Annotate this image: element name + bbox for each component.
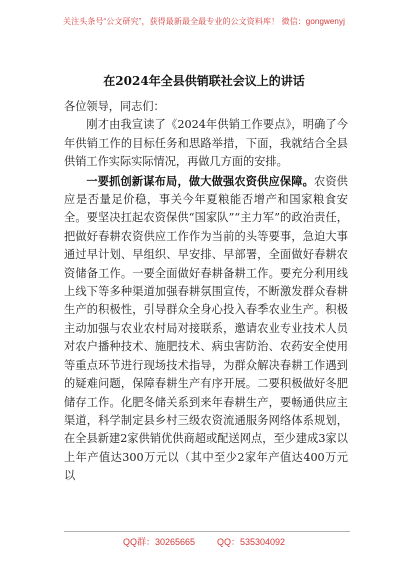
- document-body: [64, 98, 348, 486]
- footer-divider: [64, 531, 350, 532]
- promo-banner: 关注头条号“公文研究”，获得最新最全最专业的公文资料库！ 微信：gongwenyj: [63, 17, 345, 26]
- qq-contact: QQ：535304092: [216, 537, 286, 547]
- footer: [0, 535, 408, 548]
- intro-paragraph: 刚才由我宣读了《2024年供销工作要点》，明确了今年供销工作的目标任务和思路举措，下面，我就结合全县供销工作实际实际情况，再做几方面的安排。: [64, 118, 348, 169]
- section-heading: 一要抓创新谋布局，做大做强农资供应保障。: [86, 173, 315, 188]
- section-body: 农资供应是否量足价稳，事关今年夏粮能否增产和国家粮食安全。要坚决扛起农资保供“国家队”“主力军”的政治责任，把做好春耕农资供应工作作为当前的头等要事，急迫大事通过早计划、早组织、早安排、早部署，全面做好春耕农资储备工作。一要全面做好春耕备耕工作。要充分利用线上线下等多种渠道加强春耕氛围宣传，不断激发群众春耕生产的积极性，引导群众全身心投入春季农业生产。积极主动加强与农业农村局对接联系，邀请农业专业技术人员对农户播种技术、施肥技术、病虫害防治、农药安全使用等重点环节进行现场技术指导，为群众解决春耕工作遇到的疑难问题，保障春耕生产有序开展。二要积极做好冬肥储存工作。化肥冬储关系到来年春耕生产，要畅通供应主渠道，科学制定县乡村三级农资流通服务网络体系规划，在全县新建2家供销优供商超或配送网点，至少建成3家以上年产值达300万元以（其中至少2家年产值达400万元以: [64, 174, 348, 483]
- document-title: 在2024年全县供销联社会议上的讲话: [103, 74, 305, 88]
- qq-group: QQ群：30265665: [122, 537, 195, 547]
- section-paragraph: [64, 172, 348, 486]
- salutation: 各位领导，同志们：: [64, 100, 165, 113]
